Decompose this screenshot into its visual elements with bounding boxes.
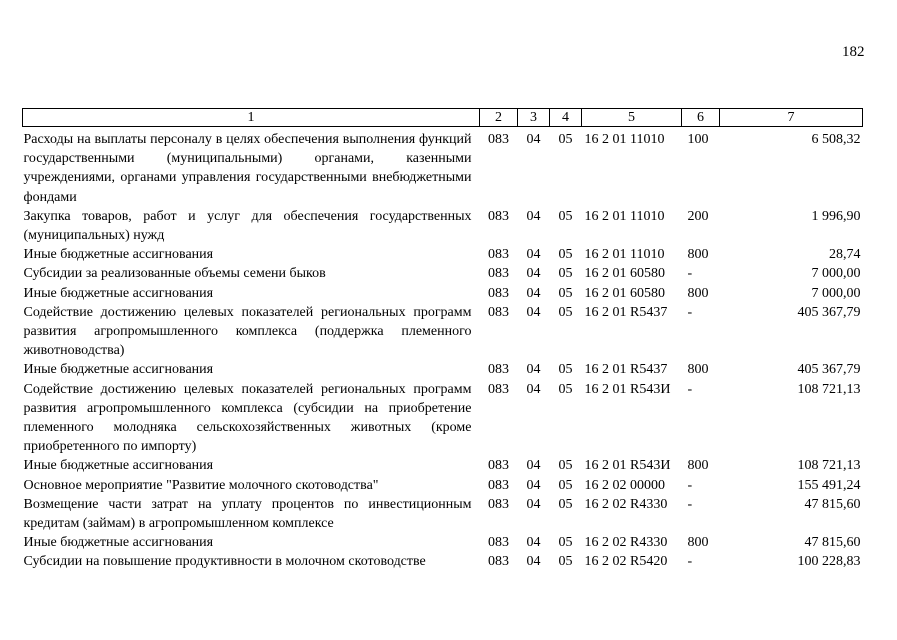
row-target-article: 16 2 01 60580: [584, 285, 665, 301]
table-body: [23, 127, 863, 572]
row-amount: 405 367,79: [797, 304, 861, 320]
row-section-code: 04: [526, 266, 541, 282]
row-ministry-code: 083: [488, 554, 509, 570]
row-expense-type: -: [687, 496, 693, 512]
header-col-7: 7: [720, 109, 863, 127]
row-expense-type: -: [687, 304, 693, 320]
row-description: Субсидии за реализованные объемы семени быков: [23, 266, 326, 282]
row-section-code: 04: [526, 208, 541, 224]
row-expense-type: 200: [687, 208, 709, 224]
row-subsection-code: 05: [558, 496, 573, 512]
row-section-code: 04: [526, 362, 541, 378]
row-ministry-code: 083: [488, 132, 509, 147]
row-ministry-code: 083: [488, 266, 509, 282]
table-row: [23, 245, 863, 264]
row-amount: 100 228,83: [797, 554, 861, 570]
row-expense-type: 800: [687, 285, 709, 301]
row-amount: 28,74: [829, 247, 861, 263]
row-target-article: 16 2 02 R5420: [584, 554, 668, 570]
row-ministry-code: 083: [488, 477, 509, 493]
table-row: [23, 127, 863, 207]
row-description: Субсидии на повышение продуктивности в молочном скотоводстве: [23, 554, 426, 570]
row-ministry-code: 083: [488, 496, 509, 512]
table-row: [23, 264, 863, 283]
row-ministry-code: 083: [488, 285, 509, 301]
row-ministry-code: 083: [488, 362, 509, 378]
header-row: [23, 109, 863, 127]
table-row: [23, 284, 863, 303]
row-ministry-code: 083: [488, 381, 509, 397]
row-target-article: 16 2 01 11010: [584, 132, 665, 147]
row-section-code: 04: [526, 304, 541, 320]
table-row: [23, 380, 863, 457]
row-expense-type: -: [687, 266, 693, 282]
row-amount: 108 721,13: [797, 458, 861, 474]
table-row: [23, 476, 863, 495]
row-description: Иные бюджетные ассигнования: [23, 535, 214, 551]
table-row: [23, 207, 863, 245]
row-ministry-code: 083: [488, 247, 509, 263]
row-ministry-code: 083: [488, 535, 509, 551]
header-col-6: 6: [682, 109, 720, 127]
row-target-article: 16 2 01 R5437: [584, 304, 668, 320]
row-description: Содействие достижению целевых показателей региональных программ развития агропромышленного комплекса (субсидии на приобретение племенного молодняка сельскохозяйственных животных (кроме приобретенного по импорту): [23, 381, 472, 455]
row-amount: 47 815,60: [804, 496, 861, 512]
row-ministry-code: 083: [488, 304, 509, 320]
header-col-2: 2: [480, 109, 518, 127]
row-subsection-code: 05: [558, 381, 573, 397]
row-section-code: 04: [526, 458, 541, 474]
row-amount: 155 491,24: [797, 477, 861, 493]
row-description: Иные бюджетные ассигнования: [23, 247, 214, 263]
row-target-article: 16 2 02 R4330: [584, 496, 668, 512]
row-target-article: 16 2 01 R543И: [584, 458, 671, 474]
row-section-code: 04: [526, 496, 541, 512]
row-description: Иные бюджетные ассигнования: [23, 458, 214, 474]
row-description: Содействие достижению целевых показателей региональных программ развития агропромышленного комплекса (поддержка племенного животноводства): [23, 304, 472, 359]
row-target-article: 16 2 01 11010: [584, 208, 665, 224]
budget-table: [22, 108, 863, 572]
page-number: 182: [842, 44, 865, 60]
row-target-article: 16 2 01 60580: [584, 266, 665, 282]
table-row: [23, 360, 863, 379]
row-subsection-code: 05: [558, 554, 573, 570]
row-section-code: 04: [526, 554, 541, 570]
row-target-article: 16 2 01 R5437: [584, 362, 668, 378]
row-amount: 47 815,60: [804, 535, 861, 551]
header-col-5: 5: [582, 109, 682, 127]
row-target-article: 16 2 02 R4330: [584, 535, 668, 551]
row-description: Возмещение части затрат на уплату процентов по инвестиционным кредитам (займам) в агропромышленном комплексе: [23, 496, 472, 532]
table-row: [23, 533, 863, 552]
row-subsection-code: 05: [558, 285, 573, 301]
row-expense-type: 800: [687, 362, 709, 378]
row-expense-type: 800: [687, 247, 709, 263]
row-expense-type: 100: [687, 132, 709, 147]
row-subsection-code: 05: [558, 362, 573, 378]
table-row: [23, 495, 863, 533]
row-description: Иные бюджетные ассигнования: [23, 285, 214, 301]
row-amount: 6 508,32: [811, 132, 861, 147]
row-expense-type: 800: [687, 535, 709, 551]
row-ministry-code: 083: [488, 208, 509, 224]
table-row: [23, 456, 863, 475]
row-ministry-code: 083: [488, 458, 509, 474]
row-target-article: 16 2 01 11010: [584, 247, 665, 263]
row-expense-type: -: [687, 554, 693, 570]
row-amount: 7 000,00: [811, 266, 861, 282]
row-section-code: 04: [526, 132, 541, 147]
row-subsection-code: 05: [558, 266, 573, 282]
row-description: Иные бюджетные ассигнования: [23, 362, 214, 378]
table-row: [23, 552, 863, 571]
row-amount: 108 721,13: [797, 381, 861, 397]
row-section-code: 04: [526, 477, 541, 493]
row-subsection-code: 05: [558, 208, 573, 224]
row-description: Расходы на выплаты персоналу в целях обеспечения выполнения функций государственными (муниципальными) органами, казенными учреждениями, органами управления государственными внебюджетными фондами: [23, 132, 472, 205]
row-target-article: 16 2 02 00000: [584, 477, 665, 493]
row-section-code: 04: [526, 285, 541, 301]
table-row: [23, 303, 863, 361]
row-section-code: 04: [526, 535, 541, 551]
header-col-4: 4: [550, 109, 582, 127]
row-subsection-code: 05: [558, 132, 573, 147]
row-subsection-code: 05: [558, 458, 573, 474]
row-expense-type: -: [687, 381, 693, 397]
row-expense-type: 800: [687, 458, 709, 474]
row-expense-type: -: [687, 477, 693, 493]
row-section-code: 04: [526, 247, 541, 263]
row-amount: 1 996,90: [811, 208, 861, 224]
row-subsection-code: 05: [558, 535, 573, 551]
row-amount: 405 367,79: [797, 362, 861, 378]
row-section-code: 04: [526, 381, 541, 397]
row-amount: 7 000,00: [811, 285, 861, 301]
row-description: Основное мероприятие "Развитие молочного скотоводства": [23, 477, 379, 493]
row-subsection-code: 05: [558, 477, 573, 493]
header-col-1: 1: [23, 109, 480, 127]
row-subsection-code: 05: [558, 247, 573, 263]
row-description: Закупка товаров, работ и услуг для обеспечения государственных (муниципальных) нужд: [23, 208, 472, 244]
header-col-3: 3: [518, 109, 550, 127]
row-subsection-code: 05: [558, 304, 573, 320]
row-target-article: 16 2 01 R543И: [584, 381, 671, 397]
